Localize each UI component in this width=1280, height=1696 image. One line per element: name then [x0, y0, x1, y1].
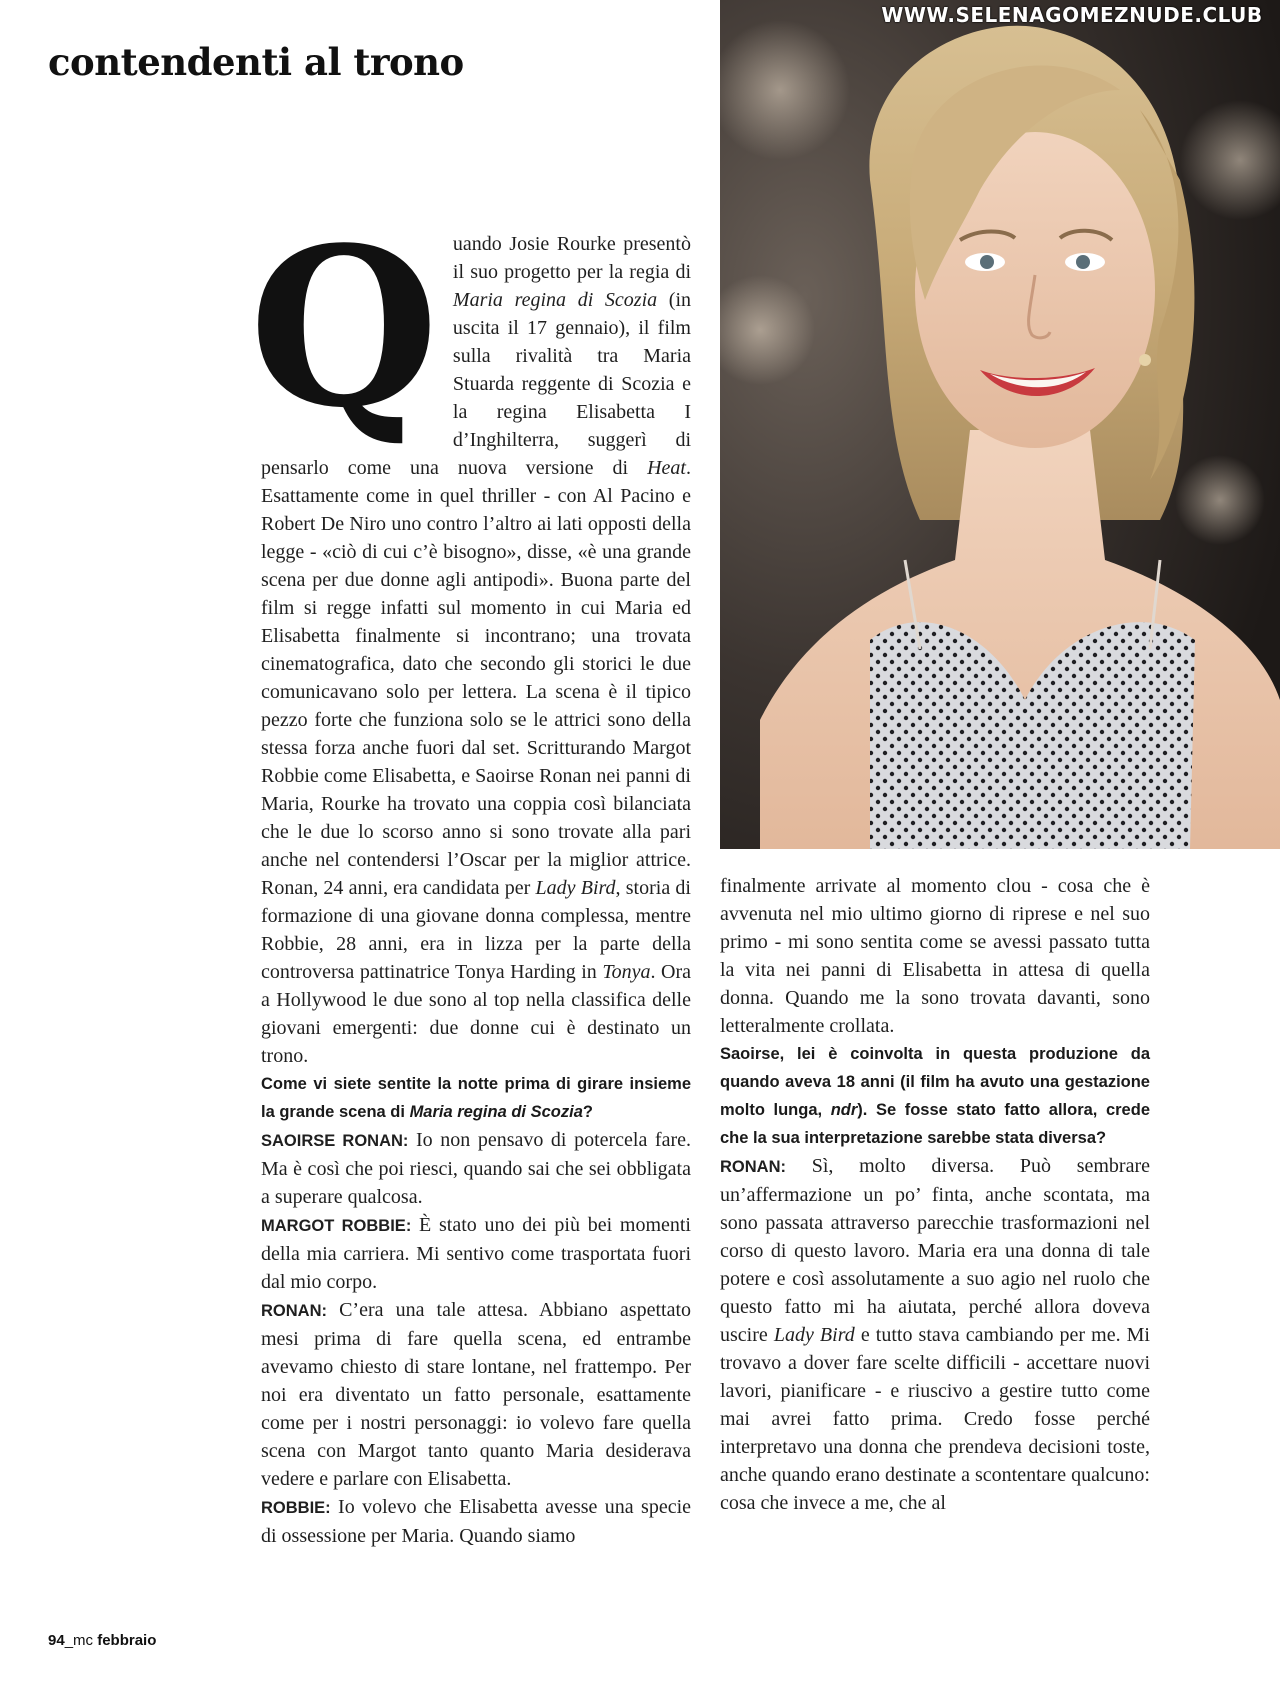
text-run: C’era una tale attesa. Abbiano aspettato mesi prima di fare quella scena, ed entrambe avevamo chiesto di stare lontane, nel frattempo. Per noi era diventato un fatto personale, esattamente come per i nostri personaggi: io volevo fare quella scena con Margot tanto quanto Maria desiderava vedere e parlare con Elisabetta.	[261, 1299, 691, 1490]
article-column-left	[249, 200, 692, 1550]
text-run: ). Se fosse stato fatto allora, crede che la sua interpretazione sarebbe stata diversa?	[720, 1101, 1150, 1147]
text-run: . Esattamente come in quel thriller - con Al Pacino e Robert De Niro uno contro l’altro ai lati opposti della legge - «ciò di cui c’è bisogno», disse, «è una grande scena per due donne agli antipodi». Buona parte del film si regge infatti sul momento in cui Maria ed Elisabetta finalmente si incontrano; una trovata cinematografica, dato che secondo gli storici le due comunicavano solo per lettera. La scena è il tipico pezzo forte che funziona solo se le attrici sono della stessa forza anche fuori dal set. Scritturando Margot Robbie come Elisabetta, e Saoirse Ronan nei panni di Maria, Rourke ha trovato una coppia così bilanciata che le due lo scorso anno si sono trovate alla pari anche nel contendersi l’Oscar per la miglior attrice. Ronan, 24 anni, era candidata per	[261, 457, 691, 899]
speaker-label: ROBBIE:	[261, 1499, 331, 1517]
text-run: È stato uno dei più bei momenti della mia carriera. Mi sentivo come trasportata fuori dal mio corpo.	[261, 1214, 691, 1293]
text-run: finalmente arrivate al momento clou - cosa che è avvenuta nel mio ultimo giorno di riprese e nel suo primo - mi sono sentita come se avessi passato tutta la vita nei panni di Elisabetta in attesa di quella donna. Quando me la sono trovata davanti, sono letteralmente crollata.	[720, 875, 1150, 1037]
interview-left	[261, 1070, 691, 1550]
interview-answer	[261, 1296, 691, 1493]
interview-answer	[261, 1211, 691, 1296]
italic-title: Heat	[647, 457, 686, 479]
interview-right	[720, 872, 1150, 1517]
interview-answer	[261, 1493, 691, 1550]
article-column-right	[720, 872, 1150, 1517]
interview-question	[720, 1040, 1150, 1152]
text-run: ?	[582, 1103, 593, 1121]
text-run: Come vi siete sentite la notte prima di girare insieme la grande scena di	[261, 1075, 691, 1121]
portrait-photo	[720, 0, 1280, 849]
italic-title: Maria regina di Scozia	[409, 1103, 583, 1121]
interview-answer	[720, 1152, 1150, 1517]
italic-title: Lady Bird	[535, 877, 616, 899]
text-run: Sì, molto diversa. Può sembrare un’affermazione un po’ finta, anche scontata, ma sono passata attraverso parecchie trasformazioni nel corso di questo lavoro. Maria era una donna di tale potere e così assolutamente a suo agio nel ruolo che questo fatto mi ha aiutata, perché allora doveva uscire	[720, 1155, 1150, 1346]
italic-title: Lady Bird	[773, 1324, 855, 1346]
text-run: Io volevo che Elisabetta avesse una specie di ossessione per Maria. Quando siamo	[261, 1496, 691, 1547]
interview-answer	[261, 1126, 691, 1211]
text-run: (in uscita il 17 gennaio), il film sulla rivalità tra Maria Stuarda reggente di Scozia e la regina Elisabetta I d’Inghilterra, suggerì di pensarlo come una nuova versione di	[261, 289, 691, 479]
text-run: , storia di formazione di una giovane donna complessa, mentre Robbie, 28 anni, era in lizza per la parte della controversa pattinatrice Tonya Harding in	[261, 877, 691, 983]
italic-title: Tonya	[602, 961, 651, 983]
watermark: WWW.SELENAGOMEZNUDE.CLUB	[881, 3, 1263, 27]
text-run: e tutto stava cambiando per me. Mi trovavo a dover fare scelte difficili - accettare nuovi lavori, pianificare - e riuscivo a gestire tutto come mai avrei fatto prima. Credo fosse perché interpretavo una donna che prendeva decisioni toste, anche quando erano destinate a scontentare qualcuno: cosa che invece a me, che al	[720, 1324, 1150, 1514]
section-title: contendenti al trono	[48, 40, 464, 84]
interview-question	[261, 1070, 691, 1126]
page-number: 94	[48, 1632, 65, 1649]
speaker-label: MARGOT ROBBIE:	[261, 1217, 412, 1235]
magazine-name: _mc	[64, 1632, 94, 1649]
text-run: uando Josie Rourke presentò il suo progetto per la regia di	[452, 233, 691, 283]
article-paragraph	[720, 872, 1150, 1040]
italic-title: Maria regina di Scozia	[452, 289, 658, 311]
text-run: Saoirse, lei è coinvolta in questa produzione da quando aveva 18 anni (il film ha avuto una gestazione molto lunga,	[720, 1045, 1150, 1119]
speaker-label: SAOIRSE RONAN:	[261, 1132, 409, 1150]
speaker-label: RONAN:	[720, 1158, 786, 1176]
speaker-label: RONAN:	[261, 1302, 327, 1320]
page-folio	[48, 1632, 156, 1649]
issue-month: febbraio	[97, 1632, 157, 1649]
text-run: . Ora a Hollywood le due sono al top nella classifica delle giovani emergenti: due donne cui è destinato un trono.	[261, 961, 692, 1067]
drop-cap: Q	[249, 200, 439, 456]
text-run: Io non pensavo di potercela fare. Ma è così che poi riesci, quando sai che sei obbligata a superare qualcosa.	[261, 1129, 691, 1208]
italic-title: ndr	[830, 1101, 858, 1119]
